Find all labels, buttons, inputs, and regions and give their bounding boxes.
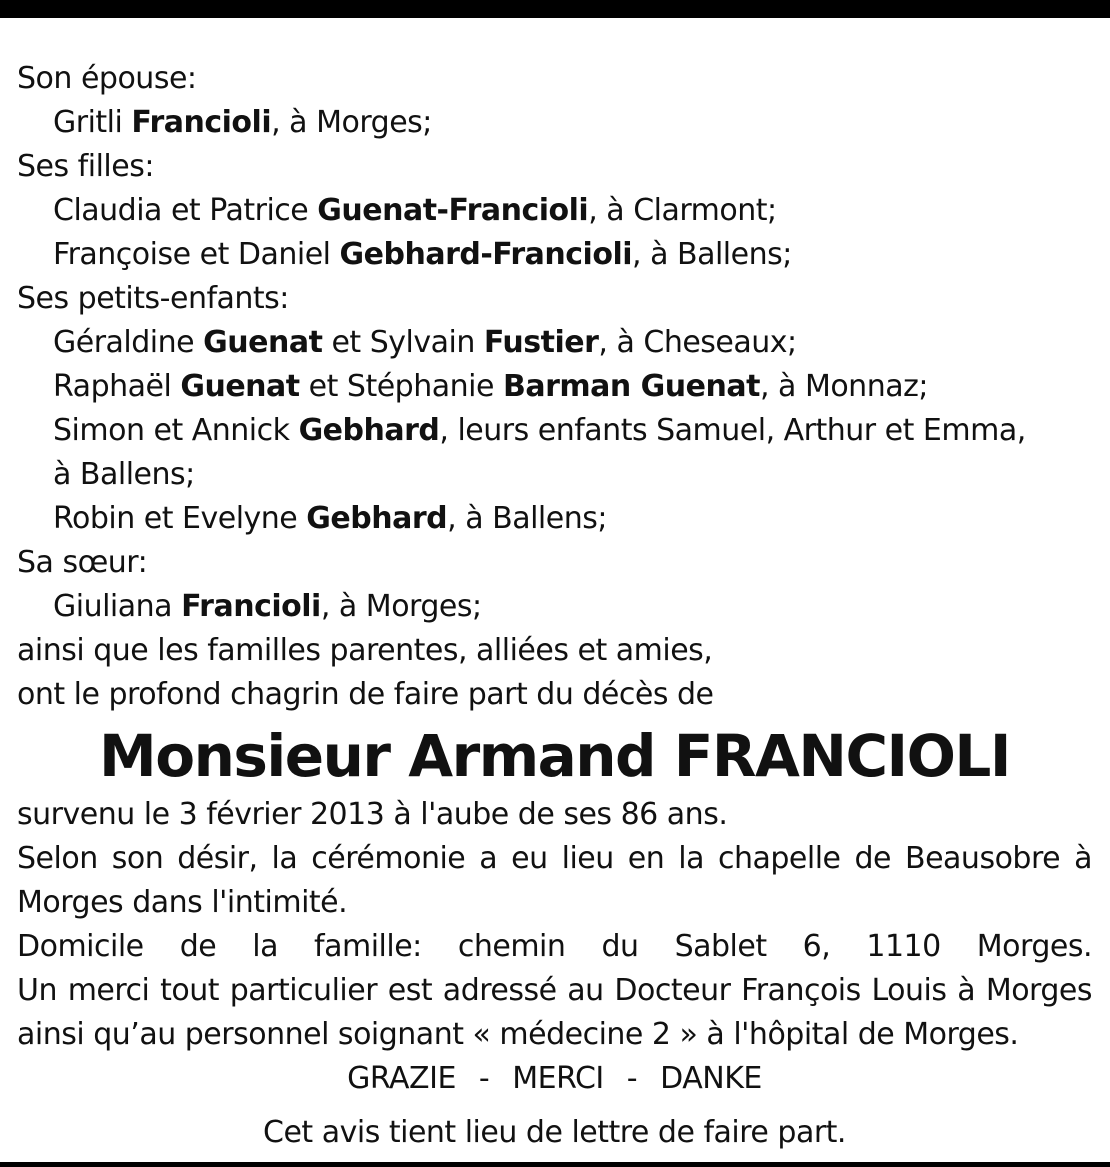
relation-heading: Son épouse: — [17, 61, 197, 96]
family-text: , à Morges; — [320, 589, 482, 624]
family-text: Claudia et Patrice — [53, 193, 318, 228]
family-surname: Fustier — [483, 325, 599, 360]
top-rule — [0, 0, 1110, 18]
family-text: , à Morges; — [271, 105, 432, 140]
family-member-line — [17, 189, 1092, 233]
intro-line-1: ainsi que les familles parentes, alliées et amies, — [17, 633, 713, 668]
family-text: , à Monnaz; — [759, 369, 928, 404]
family-surname: Gebhard — [306, 501, 448, 536]
family-surname: Gebhard-Francioli — [339, 237, 633, 272]
obituary-notice — [17, 57, 1092, 1155]
family-surname: Barman Guenat — [502, 369, 760, 404]
gratitude-text: Un merci tout particulier est adressé au Docteur François Louis à Morges ainsi qu’au personnel soignant « médecine 2 » à l'hôpital de Morges. — [17, 973, 1092, 1052]
family-surname: Guenat — [180, 369, 300, 404]
family-member-line — [17, 585, 1092, 629]
family-surname: Gebhard — [298, 413, 440, 448]
domicile-line: Domicile de la famille: chemin du Sablet 6, 1110 Morges. — [17, 929, 1092, 964]
family-text: , à Ballens; — [447, 501, 607, 536]
family-surname: Guenat-Francioli — [317, 193, 589, 228]
family-text: Simon et Annick — [53, 413, 299, 448]
ceremony-text: Selon son désir, la cérémonie a eu lieu en la chapelle de Beausobre à Morges dans l'intimité. — [17, 841, 1092, 920]
family-member-line — [17, 409, 1092, 453]
family-member-line — [17, 365, 1092, 409]
family-member-line — [17, 101, 1092, 145]
relation-heading: Sa sœur: — [17, 545, 148, 580]
family-list — [17, 57, 1092, 629]
family-surname: Francioli — [181, 589, 321, 624]
intro-line-2: ont le profond chagrin de faire part du décès de — [17, 677, 714, 712]
family-surname: Francioli — [131, 105, 272, 140]
family-text: , leurs enfants Samuel, Arthur et Emma, — [439, 413, 1026, 448]
family-text: et Stéphanie — [299, 369, 503, 404]
family-surname: Guenat — [203, 325, 323, 360]
deceased-name: Monsieur Armand FRANCIOLI — [99, 722, 1010, 790]
passed-line: survenu le 3 février 2013 à l'aube de ses 86 ans. — [17, 797, 728, 832]
family-text: Gritli — [53, 105, 132, 140]
closing-line: Cet avis tient lieu de lettre de faire part. — [263, 1115, 846, 1150]
family-member-line — [17, 497, 1092, 541]
family-text: Giuliana — [53, 589, 182, 624]
family-text: , à Clarmont; — [588, 193, 777, 228]
family-text: Françoise et Daniel — [53, 237, 340, 272]
family-member-line — [17, 321, 1092, 365]
family-text: et Sylvain — [322, 325, 484, 360]
family-member-line — [17, 233, 1092, 277]
bottom-rule — [0, 1162, 1110, 1167]
family-text: Géraldine — [53, 325, 204, 360]
thanks-line: GRAZIE - MERCI - DANKE — [347, 1061, 762, 1096]
family-text: Robin et Evelyne — [53, 501, 307, 536]
family-text: Raphaël — [53, 369, 181, 404]
relation-heading: Ses petits-enfants: — [17, 281, 289, 316]
family-member-line — [17, 453, 1092, 497]
relation-heading: Ses filles: — [17, 149, 154, 184]
family-text: à Ballens; — [53, 457, 195, 492]
family-text: , à Ballens; — [632, 237, 792, 272]
family-text: , à Cheseaux; — [598, 325, 797, 360]
